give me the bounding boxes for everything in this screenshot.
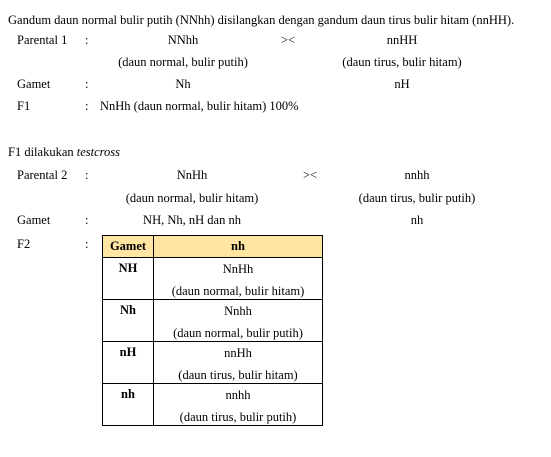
parental-1-parent-a: NNhh	[167, 33, 199, 47]
gamet-1-b: nH	[394, 77, 410, 91]
punnett-row-gamet: NH	[103, 258, 154, 300]
parental-2-label: Parental 2	[17, 168, 68, 182]
punnett-table	[102, 235, 323, 426]
parental-1-label: Parental 1	[17, 33, 68, 47]
punnett-cell-phenotype: (daun normal, bulir hitam)	[171, 284, 305, 298]
punnett-cell	[154, 258, 323, 300]
punnett-cell-genotype: NnHh	[222, 262, 254, 276]
testcross-heading	[8, 144, 120, 160]
f1-colon: :	[85, 99, 89, 113]
gamet-2-b: nh	[410, 213, 424, 227]
punnett-cell	[154, 384, 323, 426]
table-row	[103, 384, 323, 426]
gamet-2-colon: :	[85, 213, 89, 227]
parental-2-parent-a-desc: (daun normal, bulir hitam)	[125, 191, 259, 205]
punnett-row-gamet: Nh	[103, 300, 154, 342]
testcross-heading-prefix: F1 dilakukan	[8, 145, 77, 159]
f2-colon: :	[85, 237, 89, 251]
testcross-heading-italic: testcross	[76, 145, 121, 159]
punnett-cell-genotype: Nnhh	[224, 304, 252, 318]
table-row	[103, 342, 323, 384]
punnett-row-gamet: nH	[103, 342, 154, 384]
parental-1-parent-b-desc: (daun tirus, bulir hitam)	[342, 55, 462, 69]
table-row	[103, 258, 323, 300]
f2-label: F2	[17, 237, 31, 251]
gamet-1-a: Nh	[175, 77, 191, 91]
parental-2-parent-a: NnHh	[176, 168, 208, 182]
parental-2-colon: :	[85, 168, 89, 182]
parental-2-parent-b-desc: (daun tirus, bulir putih)	[358, 191, 476, 205]
gamet-1-colon: :	[85, 77, 89, 91]
punnett-cell-phenotype: (daun normal, bulir putih)	[173, 326, 303, 340]
intro-text: Gandum daun normal bulir putih (NNhh) disilangkan dengan gandum daun tirus bulir hitam (nnHH).	[8, 13, 515, 27]
parental-1-colon: :	[85, 33, 89, 47]
punnett-cell	[154, 342, 323, 384]
parental-1-parent-a-desc: (daun normal, bulir putih)	[118, 55, 248, 69]
punnett-cell-phenotype: (daun tirus, bulir hitam)	[178, 368, 298, 382]
gamet-2-label: Gamet	[17, 213, 51, 227]
gamet-2-a: NH, Nh, nH dan nh	[143, 213, 241, 227]
punnett-cell	[154, 300, 323, 342]
punnett-header-nh: nh	[154, 236, 323, 258]
f1-label: F1	[17, 99, 31, 113]
punnett-header-row	[103, 236, 323, 258]
punnett-cell-genotype: nnhh	[225, 388, 251, 402]
parental-2-parent-b: nnhh	[404, 168, 430, 182]
punnett-cell-phenotype: (daun tirus, bulir putih)	[179, 410, 297, 424]
punnett-header-gamet: Gamet	[103, 236, 154, 258]
parental-1-cross-symbol: ><	[280, 33, 296, 47]
punnett-row-gamet: nh	[103, 384, 154, 426]
gamet-1-label: Gamet	[17, 77, 51, 91]
table-row	[103, 300, 323, 342]
parental-1-parent-b: nnHH	[386, 33, 418, 47]
punnett-cell-genotype: nnHh	[224, 346, 252, 360]
f1-value: NnHh (daun normal, bulir hitam) 100%	[100, 99, 299, 113]
parental-2-cross-symbol: ><	[302, 168, 318, 182]
